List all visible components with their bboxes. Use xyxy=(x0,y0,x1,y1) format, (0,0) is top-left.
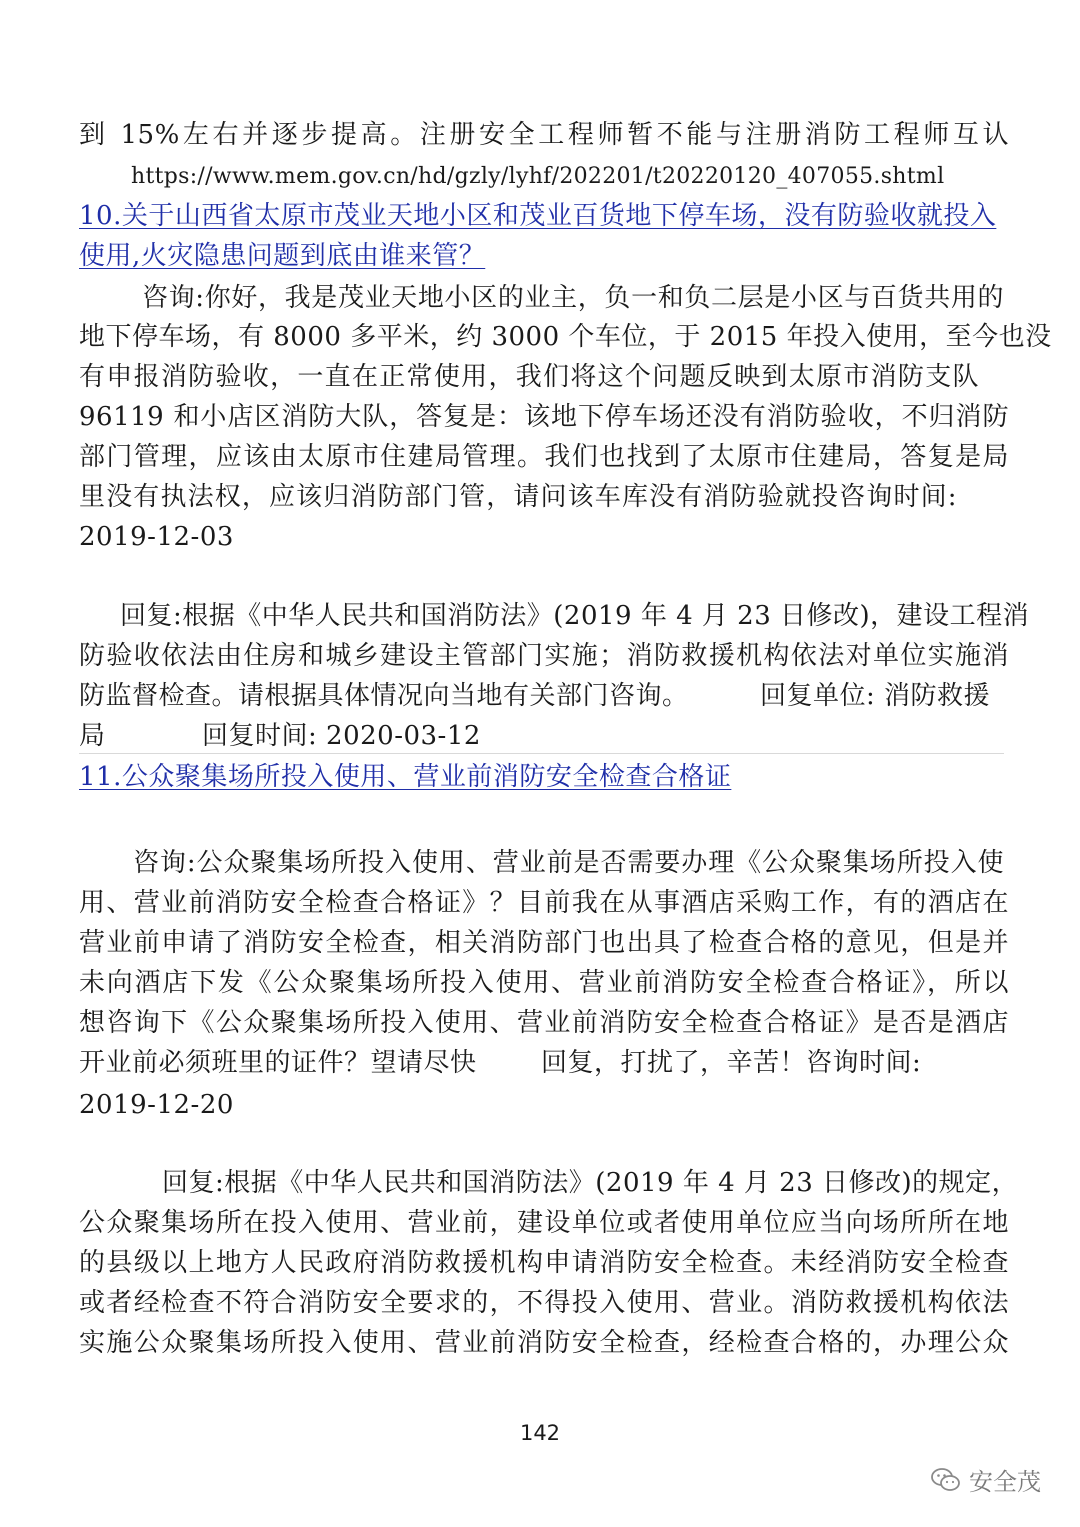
text-line: 回复，打扰了，辛苦！咨询时间: xyxy=(541,1048,922,1078)
text-line: 开业前必须班里的证件？望请尽快 xyxy=(79,1048,477,1078)
page-number: 142 xyxy=(519,1421,561,1445)
text-line: 防监督检查。请根据具体情况向当地有关部门咨询。 xyxy=(79,681,689,711)
reply-unit: 局 xyxy=(79,721,106,751)
text-line: 公众聚集场所在投入使用、营业前，建设单位或者使用单位应当向场所所在地 xyxy=(79,1208,1009,1238)
watermark xyxy=(931,1462,1041,1497)
text-line: 部门管理，应该由太原市住建局管理。我们也找到了太原市住建局，答复是局 xyxy=(79,442,1009,472)
reply-date: 回复时间: 2020-03-12 xyxy=(202,721,481,751)
text-line: 的县级以上地方人民政府消防救援机构申请消防安全检查。未经消防安全检查 xyxy=(79,1248,1009,1278)
text-line: 回复:根据《中华人民共和国消防法》(2019 年 4 月 23 日修改)，建设工程消 xyxy=(120,601,1030,631)
reply-unit: 回复单位: 消防救援 xyxy=(760,681,991,711)
source-url[interactable]: https://www.mem.gov.cn/hd/gzly/lyhf/202201/t20220120_407055.shtml xyxy=(131,164,945,189)
text-line: 未向酒店下发《公众聚集场所投入使用、营业前消防安全检查合格证》，所以 xyxy=(79,968,1009,998)
consult-date: 2019-12-03 xyxy=(79,522,234,552)
text-line: 咨询:公众聚集场所投入使用、营业前是否需要办理《公众聚集场所投入使 xyxy=(133,848,1004,878)
text-line: 实施公众聚集场所投入使用、营业前消防安全检查，经检查合格的，办理公众 xyxy=(79,1328,1009,1358)
watermark-text: 安全茂 xyxy=(969,1468,1041,1496)
wechat-icon xyxy=(931,1467,961,1493)
text-line: 回复:根据《中华人民共和国消防法》(2019 年 4 月 23 日修改)的规定， xyxy=(162,1168,1019,1198)
divider xyxy=(79,753,1004,754)
text-line: 营业前申请了消防安全检查，相关消防部门也出具了检查合格的意见，但是并 xyxy=(79,928,1009,958)
text-line: 地下停车场，有 8000 多平米，约 3000 个车位，于 2015 年投入使用，至今也没 xyxy=(79,322,1052,352)
text-line: 里没有执法权，应该归消防部门管，请问该车库没有消防验就投咨询时间: xyxy=(79,482,957,512)
text-line: 有申报消防验收，一直在正常使用，我们将这个问题反映到太原市消防支队 xyxy=(79,362,979,392)
question-10-title[interactable]: 10.关于山西省太原市茂业天地小区和茂业百货地下停车场，没有防验收就投入 xyxy=(79,201,997,231)
consult-date: 2019-12-20 xyxy=(79,1090,234,1120)
text-line: 防验收依法由住房和城乡建设主管部门实施；消防救援机构依法对单位实施消 xyxy=(79,641,1009,671)
text-line: 或者经检查不符合消防安全要求的，不得投入使用、营业。消防救援机构依法 xyxy=(79,1288,1009,1318)
question-10-title[interactable]: 使用,火灾隐患问题到底由谁来管？ xyxy=(79,241,486,271)
text-line: 96119 和小店区消防大队，答复是：该地下停车场还没有消防验收，不归消防 xyxy=(79,402,1009,432)
text-line: 到 15%左右并逐步提高。注册安全工程师暂不能与注册消防工程师互认 xyxy=(79,120,1009,150)
question-11-title[interactable]: 11.公众聚集场所投入使用、营业前消防安全检查合格证 xyxy=(79,762,732,792)
text-line: 咨询:你好，我是茂业天地小区的业主，负一和负二层是小区与百货共用的 xyxy=(142,283,1004,313)
text-line: 想咨询下《公众聚集场所投入使用、营业前消防安全检查合格证》是否是酒店 xyxy=(79,1008,1009,1038)
text-line: 用、营业前消防安全检查合格证》？目前我在从事酒店采购工作，有的酒店在 xyxy=(79,888,1009,918)
